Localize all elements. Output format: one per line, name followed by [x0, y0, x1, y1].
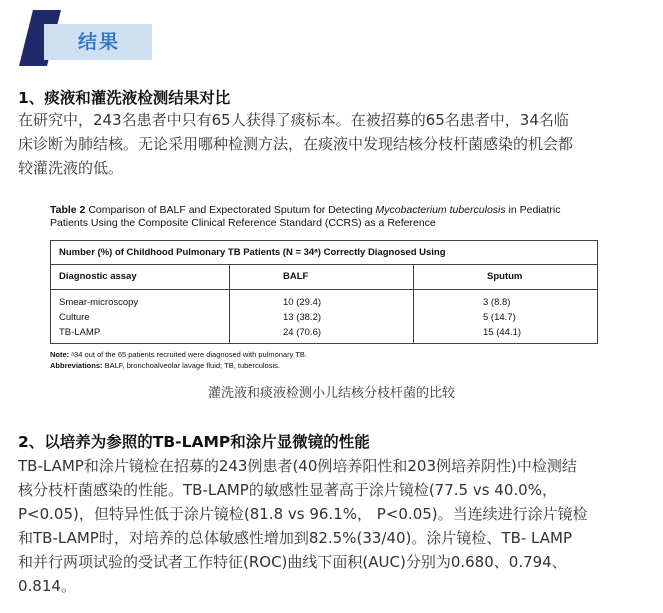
section1-line: 较灌洗液的低。 — [18, 159, 124, 177]
table-title — [50, 204, 610, 230]
section2-line: 核分枝杆菌感染的性能。TB-LAMP的敏感性显著高于涂片镜检(77.5 vs 40.0%， — [18, 481, 557, 499]
cell-assay: TB-LAMP — [59, 327, 101, 338]
cell-assay: Culture — [59, 312, 90, 323]
column-header-assay: Diagnostic assay — [59, 271, 137, 282]
section1-paragraph — [18, 108, 646, 180]
table-number: Table 2 — [50, 204, 86, 216]
column-header-balf: BALF — [283, 271, 309, 282]
section1-line: 床诊断为肺结核。无论采用哪种检测方法，在痰液中发现结核分枝杆菌感染的机会都 — [18, 135, 574, 153]
column-divider — [229, 265, 230, 343]
section2-heading: 2、以培养为参照的TB-LAMP和涂片显微镜的性能 — [18, 433, 370, 451]
table-column-header-row — [51, 265, 597, 290]
cell-balf: 10 (29.4) — [283, 297, 322, 308]
figure-caption: 灌洗液和痰液检测小儿结核分枝杆菌的比较 — [207, 386, 455, 401]
table-title-part: in Pediatric — [505, 204, 561, 216]
cell-sputum: 3 (8.8) — [483, 297, 511, 308]
table-group-header: Number (%) of Childhood Pulmonary TB Patients (N = 34ᵃ) Correctly Diagnosed Using — [51, 241, 597, 265]
note-label: Note: — [50, 350, 70, 359]
section2-line: TB-LAMP和涂片镜检在招募的243例患者(40例培养阳性和203例培养阴性)中检测结 — [18, 457, 577, 475]
table-title-species: Mycobacterium tuberculosis — [375, 204, 506, 216]
section1-heading: 1、痰液和灌洗液检测结果对比 — [18, 89, 231, 107]
cell-sputum: 5 (14.7) — [483, 312, 516, 323]
abbreviations-label: Abbreviations: — [50, 361, 103, 370]
table-title-part: Comparison of BALF and Expectorated Sputum for Detecting — [85, 204, 376, 216]
cell-balf: 13 (38.2) — [283, 312, 322, 323]
section2-line: 0.814。 — [18, 577, 76, 595]
cell-assay: Smear-microscopy — [59, 297, 139, 308]
section2-paragraph — [18, 454, 646, 598]
column-divider — [413, 265, 414, 343]
table-figure — [50, 204, 610, 376]
table-title-line2: Patients Using the Composite Clinical Reference Standard (CCRS) as a Reference — [50, 217, 436, 229]
abbreviations-text: BALF, bronchoalveolar lavage fluid; TB, tuberculosis. — [102, 361, 280, 370]
column-header-sputum: Sputum — [487, 271, 523, 282]
section2-line: P<0.05)，但特异性低于涂片镜检(81.8 vs 96.1%， P<0.05)。当连续进行涂片镜检 — [18, 505, 588, 523]
section2-line: 和并行两项试验的受试者工作特征(ROC)曲线下面积(AUC)分别为0.680、0.794、 — [18, 553, 567, 571]
data-table — [50, 240, 598, 344]
banner-label: 结果 — [78, 31, 121, 53]
note-text: ᵃ34 out of the 65 patients recruited were diagnosed with pulmonary TB. — [69, 350, 307, 359]
section1-line: 在研究中，243名患者中只有65人获得了痰标本。在被招募的65名患者中，34名临 — [18, 111, 569, 129]
section-banner — [18, 10, 138, 66]
cell-sputum: 15 (44.1) — [483, 327, 522, 338]
section2-line: 和TB-LAMP时，对培养的总体敏感性增加到82.5%(33/40)。涂片镜检、TB- LAMP — [18, 529, 572, 547]
table-notes — [50, 349, 610, 371]
cell-balf: 24 (70.6) — [283, 327, 322, 338]
